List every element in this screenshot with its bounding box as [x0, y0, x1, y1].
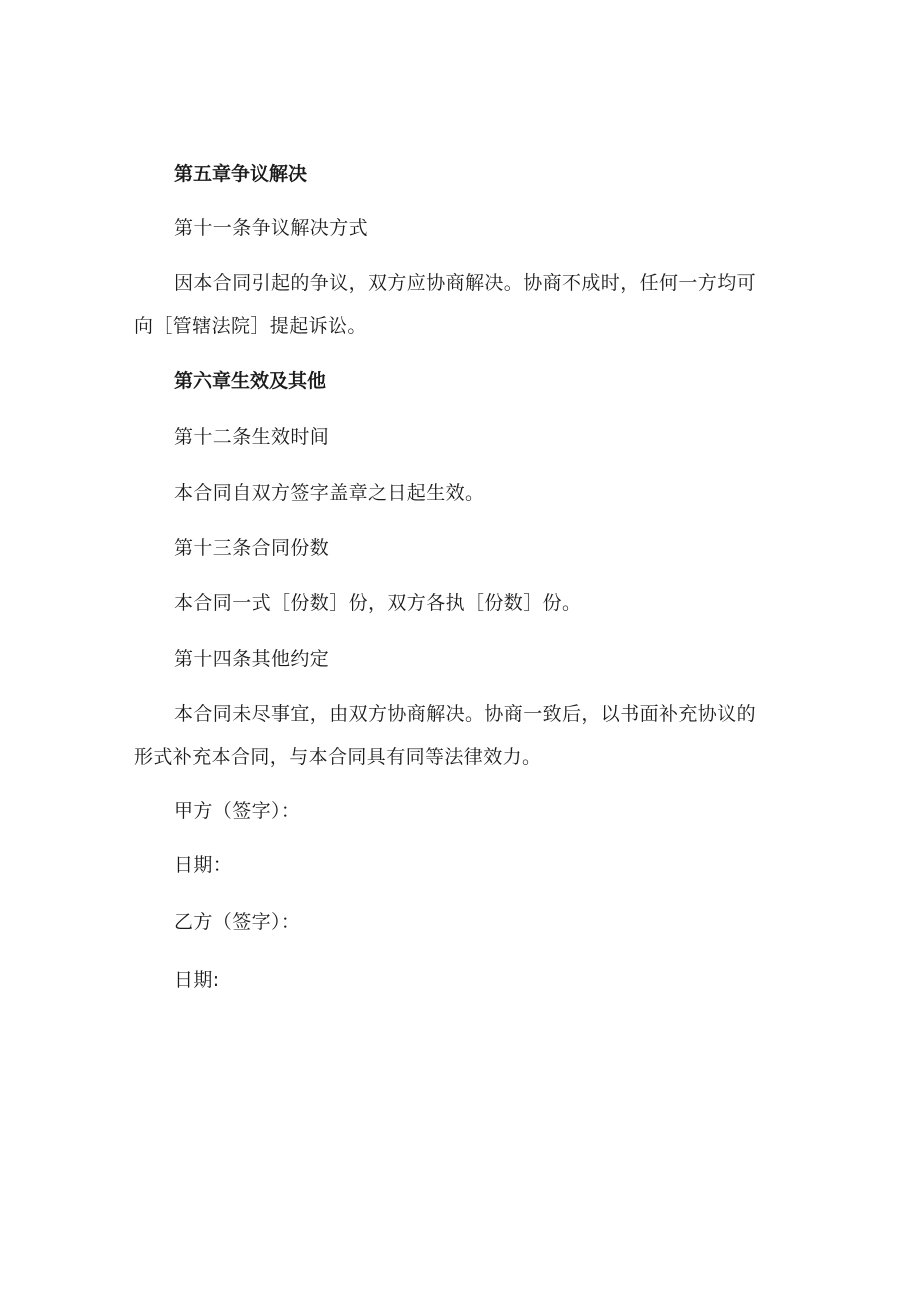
chapter-6-heading: 第六章生效及其他: [174, 370, 327, 392]
party-b-signature-label: 乙方（签字）：: [174, 911, 301, 933]
article-14-title: 第十四条其他约定: [174, 648, 330, 670]
article-14-text-line-1: 本合同未尽事宜，由双方协商解决。协商一致后，以书面补充协议的: [174, 703, 757, 725]
article-13-title: 第十三条合同份数: [174, 537, 330, 559]
chapter-5-heading: 第五章争议解决: [174, 163, 308, 185]
article-12-text: 本合同自双方签字盖章之日起生效。: [174, 482, 485, 504]
article-11-text-line-1: 因本合同引起的争议，双方应协商解决。协商不成时，任何一方均可: [174, 272, 757, 294]
article-14-text-line-2: 形式补充本合同，与本合同具有同等法律效力。: [134, 746, 542, 768]
party-a-date-label: 日期：: [174, 854, 233, 876]
article-11-title: 第十一条争议解决方式: [174, 217, 369, 239]
party-a-signature-label: 甲方（签字）：: [174, 800, 301, 822]
article-12-title: 第十二条生效时间: [174, 426, 330, 448]
party-b-date-label: 日期:: [174, 969, 220, 991]
article-11-text-line-2: 向［管辖法院］提起诉讼。: [134, 315, 367, 337]
article-13-text: 本合同一式［份数］份，双方各执［份数］份。: [174, 592, 582, 614]
